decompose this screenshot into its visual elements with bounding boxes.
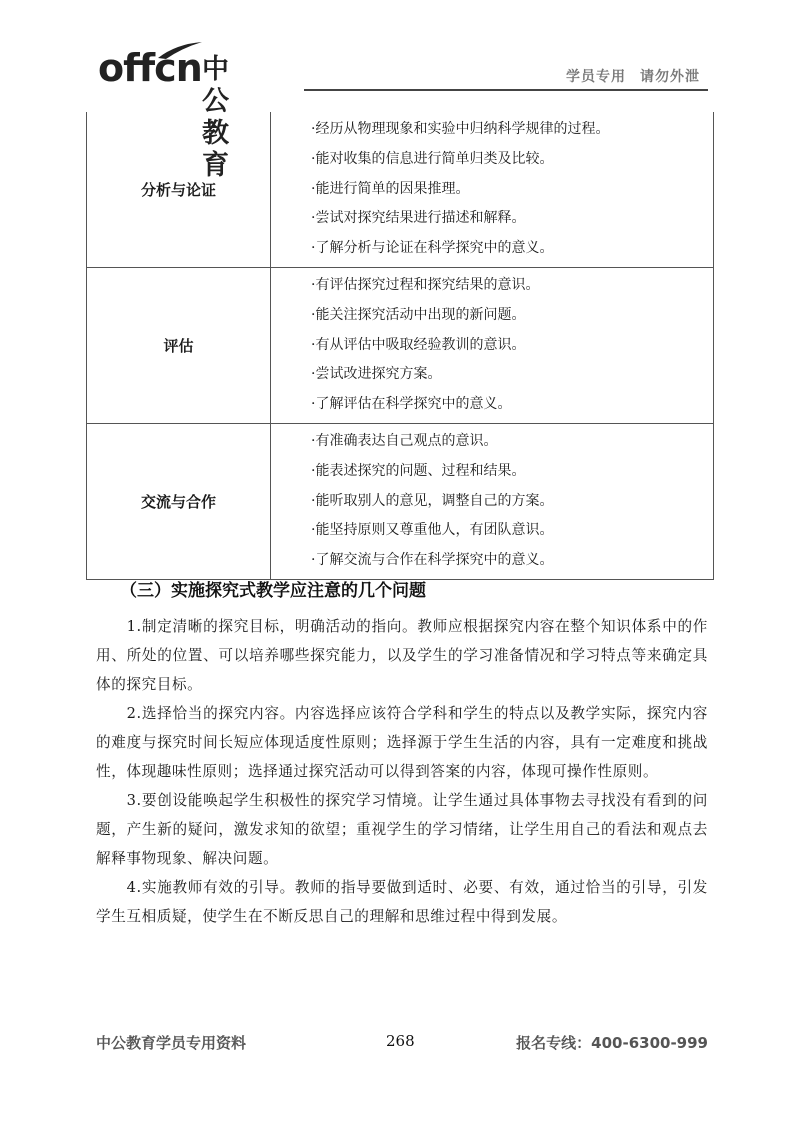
- list-item: ·能坚持原则又尊重他人，有团队意识。: [311, 522, 554, 539]
- footer-material-label: 中公教育学员专用资料: [96, 1034, 247, 1052]
- list-item: ·经历从物理现象和实验中归纳科学规律的过程。: [311, 121, 610, 137]
- items-cell: [271, 112, 714, 267]
- paragraph: 4.实施教师有效的引导。教师的指导要做到适时、必要、有效，通过恰当的引导，引发学生互相质疑，使学生在不断反思自己的理解和思维过程中得到发展。: [96, 879, 708, 925]
- section-heading: （三）实施探究式教学应注意的几个问题: [120, 581, 426, 601]
- page-footer: [96, 1032, 708, 1056]
- items-cell: [271, 267, 714, 423]
- paragraph: 1.制定清晰的探究目标，明确活动的指向。教师应根据探究内容在整个知识体系中的作用、所处的位置、可以培养哪些探究能力，以及学生的学习准备情况和学习特点等来确定具体的探究目标。: [96, 618, 708, 693]
- logo-chinese-text: 中公教育: [202, 54, 230, 181]
- list-item: ·能表述探究的问题、过程和结果。: [311, 462, 526, 479]
- category-cell: 评估: [87, 267, 271, 423]
- list-item: ·了解交流与合作在科学探究中的意义。: [311, 552, 554, 569]
- logo-swoosh-icon: [156, 40, 204, 60]
- logo-latin-text: offcn: [98, 46, 202, 90]
- list-item: ·了解评估在科学探究中的意义。: [311, 396, 512, 413]
- category-cell: 交流与合作: [87, 423, 271, 579]
- header-note: [566, 66, 700, 86]
- list-item: ·有评估探究过程和探究结果的意识。: [311, 276, 540, 293]
- list-item: ·了解分析与论证在科学探究中的意义。: [311, 240, 554, 257]
- header-rule: [304, 89, 708, 91]
- list-item: ·能对收集的信息进行简单归类及比较。: [311, 150, 554, 167]
- list-item: ·能进行简单的因果推理。: [311, 180, 470, 197]
- items-cell: [271, 423, 714, 579]
- table-row: [87, 267, 714, 423]
- footer-hotline: 报名专线：400-6300-999: [516, 1034, 708, 1052]
- table-row: [87, 112, 714, 267]
- list-item: ·能听取别人的意见，调整自己的方案。: [311, 492, 554, 509]
- page-number: 268: [386, 1032, 415, 1050]
- category-cell: 分析与论证: [87, 112, 271, 267]
- inquiry-standards-table: [86, 112, 714, 580]
- table-row: [87, 423, 714, 579]
- list-item: ·有准确表达自己观点的意识。: [311, 432, 498, 449]
- header-note-members-only: 学员专用: [566, 69, 626, 85]
- list-item: ·能关注探究活动中出现的新问题。: [311, 306, 526, 323]
- list-item: ·尝试对探究结果进行描述和解释。: [311, 210, 526, 227]
- paragraph: 2.选择恰当的探究内容。内容选择应该符合学科和学生的特点以及教学实际，探究内容的难度与探究时间长短应体现适度性原则；选择源于学生生活的内容，具有一定难度和挑战性，体现趣味性原则；选择通过探究活动可以得到答案的内容，体现可操作性原则。: [96, 705, 708, 780]
- header-note-no-leak: 请勿外泄: [640, 69, 700, 85]
- list-item: ·有从评估中吸取经验教训的意识。: [311, 336, 526, 353]
- paragraph: 3.要创设能唤起学生积极性的探究学习情境。让学生通过具体事物去寻找没有看到的问题，产生新的疑问，激发求知的欲望；重视学生的学习情绪，让学生用自己的看法和观点去解释事物现象、解决问题。: [96, 792, 708, 867]
- body-content: [96, 612, 708, 931]
- list-item: ·尝试改进探究方案。: [311, 366, 442, 383]
